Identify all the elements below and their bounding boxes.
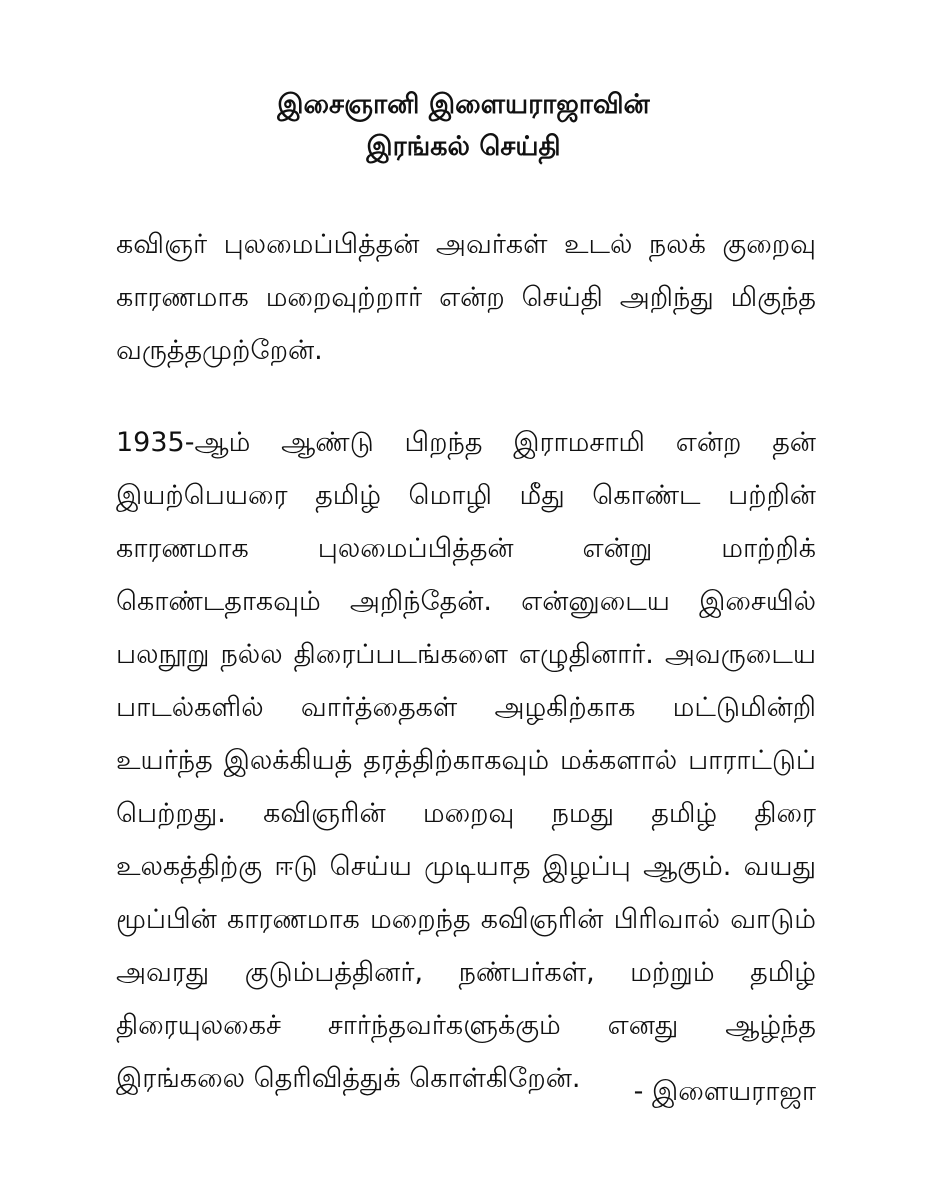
paragraph-1: கவிஞர் புலமைப்பித்தன் அவர்கள் உடல் நலக் குறைவு காரணமாக மறைவுற்றார் என்ற செய்தி அறிந்து மிகுந்த வருத்தமுற்றேன்.: [116, 229, 816, 366]
document-title: [0, 84, 927, 168]
title-line-1: இசைஞானி இளையராஜாவின்: [277, 89, 650, 120]
title-line-2: இரங்கல் செய்தி: [366, 131, 561, 162]
paragraph-2: 1935-ஆம் ஆண்டு பிறந்த இராமசாமி என்ற தன் இயற்பெயரை தமிழ் மொழி மீது கொண்ட பற்றின் காரணமாக புலமைப்பித்தன் என்று மாற்றிக் கொண்டதாகவும் அறிந்தேன். என்னுடைய இசையில் பலநூறு நல்ல திரைப்படங்களை எழுதினார். அவருடைய பாடல்களில் வார்த்தைகள் அழகிற்காக மட்டுமின்றி உயர்ந்த இலக்கியத் தரத்திற்காகவும் மக்களால் பாராட்டுப் பெற்றது. கவிஞரின் மறைவு நமது தமிழ் திரை உலகத்திற்கு ஈடு செய்ய முடியாத இழப்பு ஆகும். வயது மூப்பின் காரணமாக மறைந்த கவிஞரின் பிரிவால் வாடும் அவரது குடும்பத்தினர், நண்பர்கள், மற்றும் தமிழ் திரையுலகைச் சார்ந்தவர்களுக்கும் எனது ஆழ்ந்த இரங்கலை தெரிவித்துக் கொள்கிறேன்.: [116, 427, 816, 1094]
signature: - இளையராஜா: [633, 1076, 816, 1107]
